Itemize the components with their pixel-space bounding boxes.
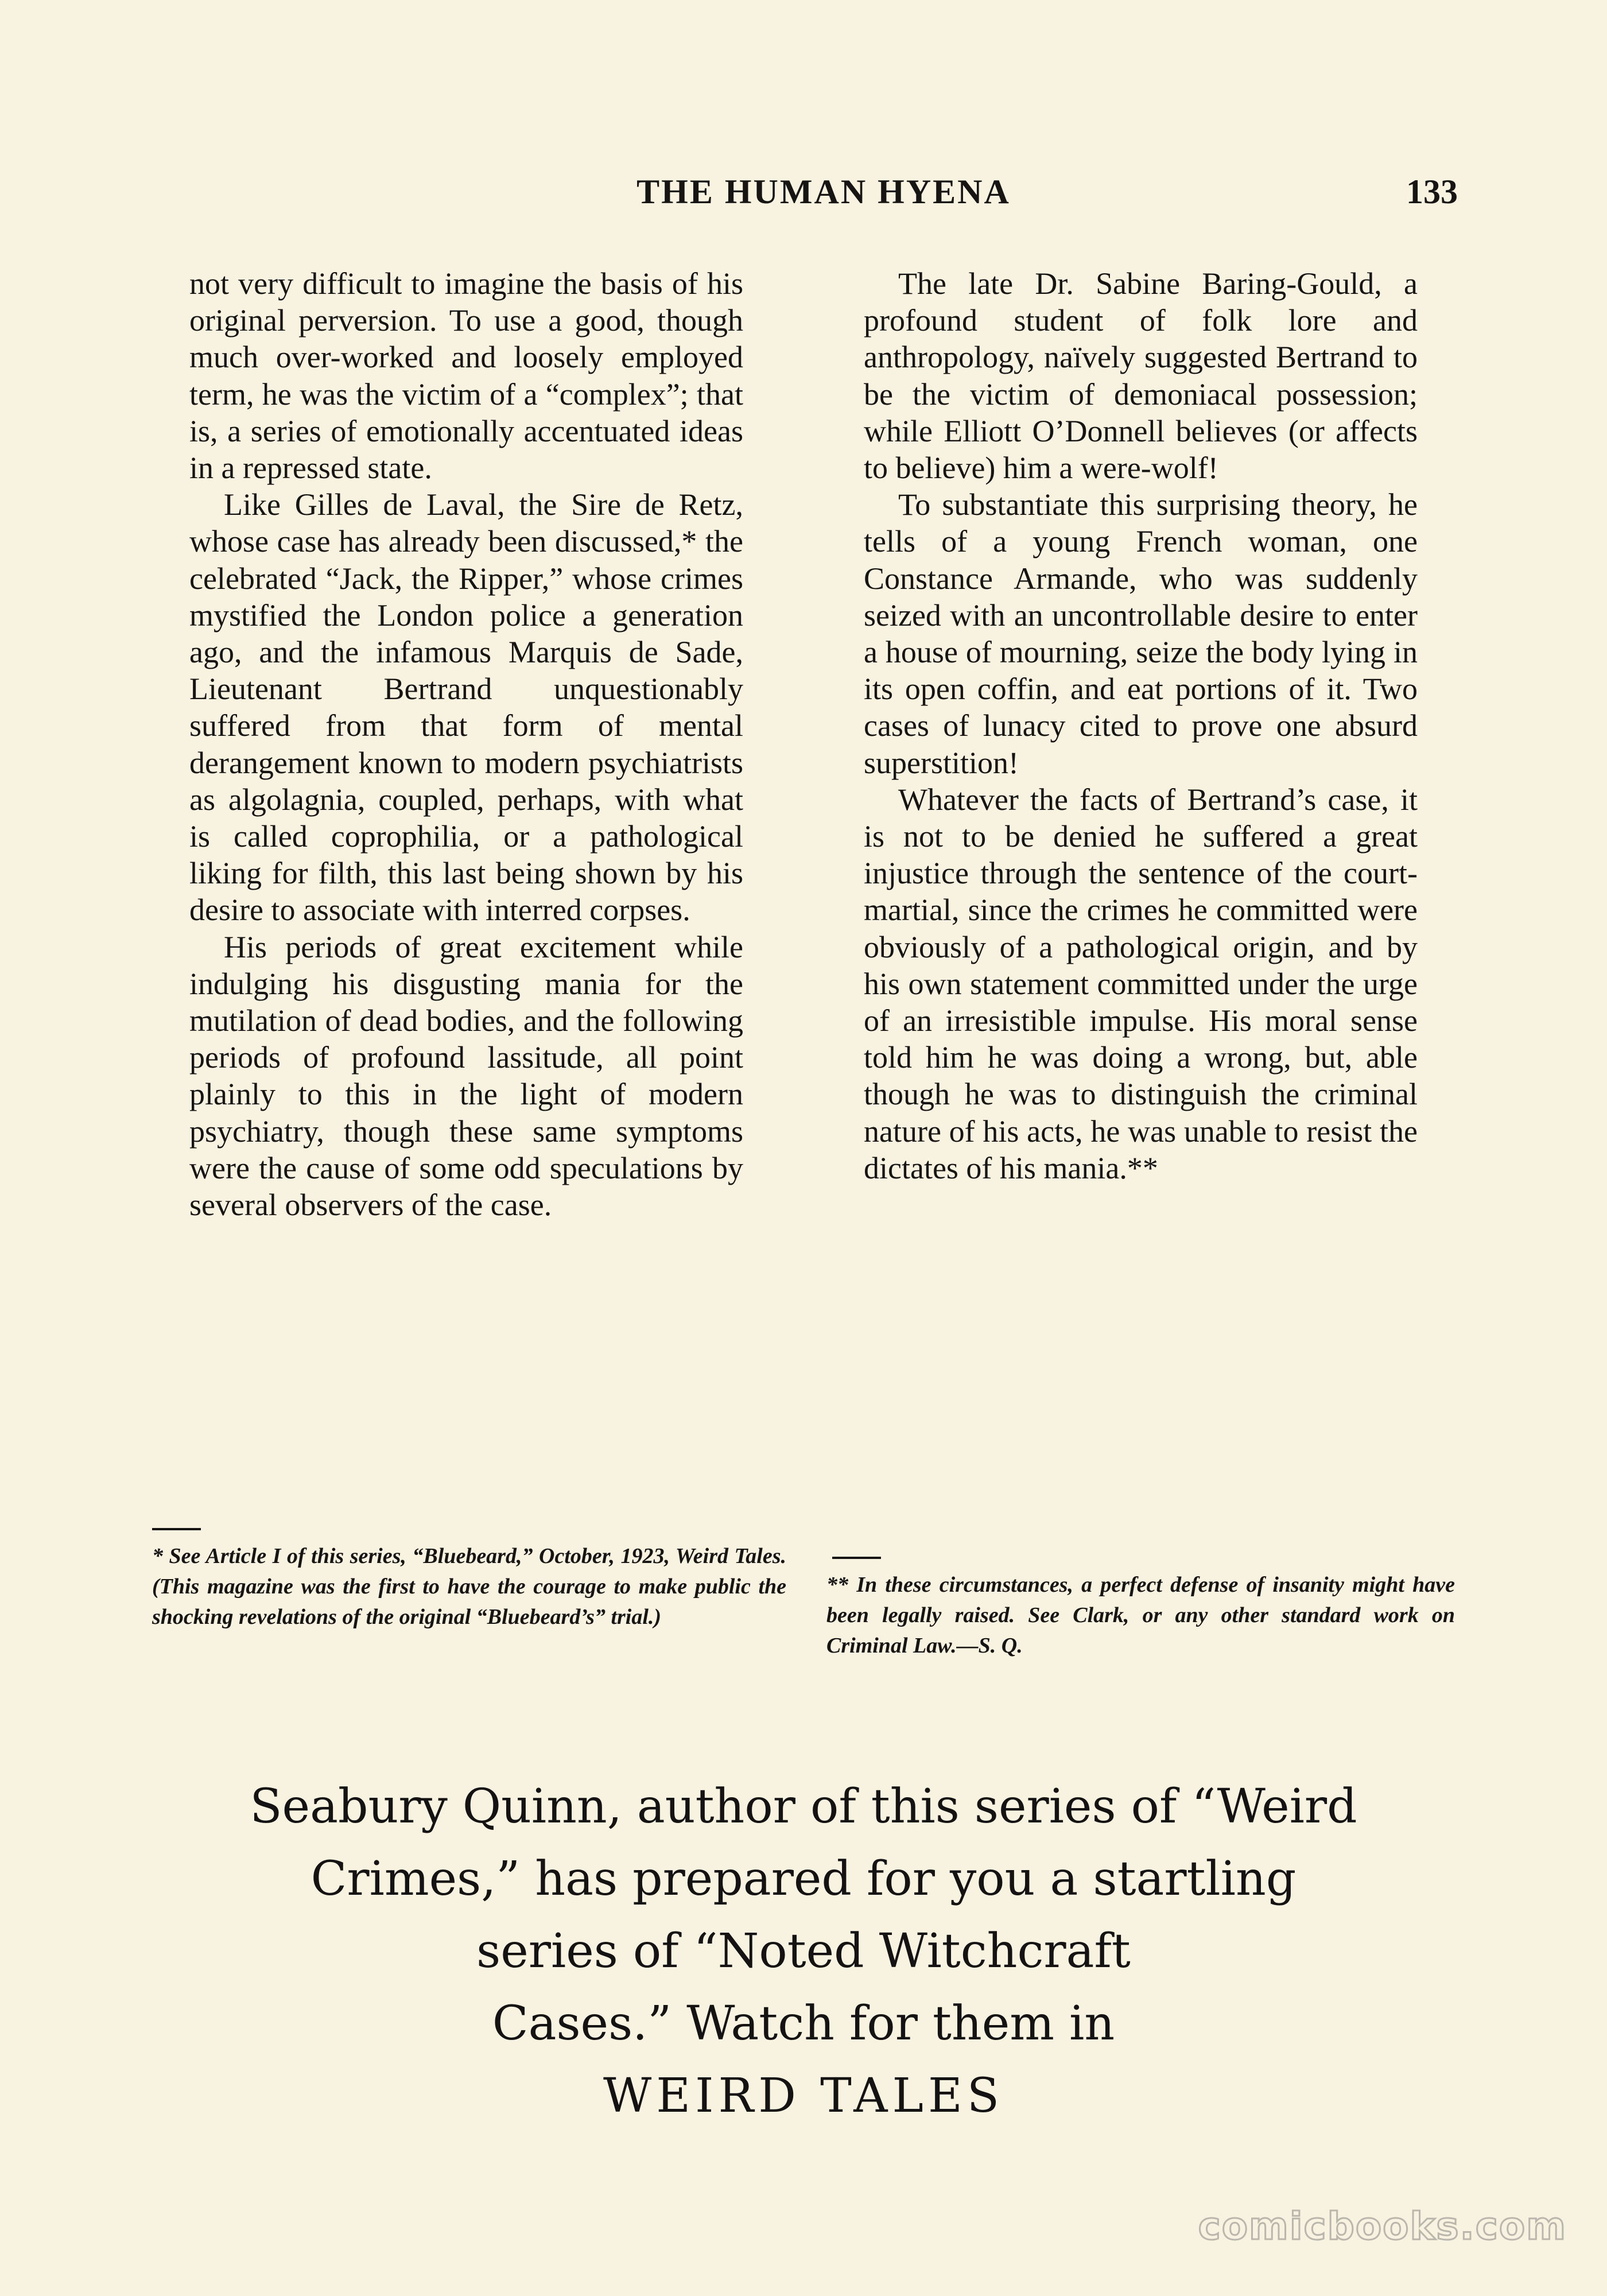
right-footnote-rule — [832, 1557, 881, 1559]
page-number: 133 — [1406, 173, 1458, 211]
left-column — [189, 265, 743, 1223]
right-paragraph-2: To substantiate this surprising theory, he tells of a young French woman, one Constance Armande, who was suddenly seized with an uncontrollable desire to enter a house of mourning, seize the body lying in its open coffin, and eat portions of it. Two cases of lunacy cited to prove one absurd superstition! — [864, 487, 1418, 780]
announcement-line-3: series of “Noted Witchcraft — [476, 1924, 1131, 1979]
right-paragraph-1: The late Dr. Sabine Baring-Gould, a profound student of folk lore and anthropology, naïvely suggested Bertrand to be the victim of demoniacal possession; while Elliott O’Donnell believes (or affects to believe) him a were-wolf! — [864, 266, 1418, 486]
right-column — [864, 265, 1418, 1186]
left-paragraph-2: Like Gilles de Laval, the Sire de Retz, whose case has already been discussed,* the celebrated “Jack, the Ripper,” whose crimes mystified the London police a generation ago, and the infamous Marquis de Sade, Lieutenant Bertrand unquestionably suffered from that form of mental derangement known to modern psychiatrists as algolagnia, coupled, perhaps, with what is called coprophilia, or a pathological liking for filth, this last being shown by his desire to associate with interred corpses. — [189, 487, 743, 928]
right-paragraph-3: Whatever the facts of Bertrand’s case, it is not to be denied he suffered a great injustice through the sentence of the court-martial, since the crimes he committed were obviously of a pathological origin, and by his own statement committed under the urge of an irresistible impulse. His moral sense told him he was doing a wrong, but, able though he was to distinguish the criminal nature of his acts, he was unable to resist the dictates of his mania.** — [864, 782, 1418, 1185]
left-paragraph-1: not very difficult to imagine the basis of his original perversion. To use a good, though much over-worked and loosely employed term, he was the victim of a “complex”; that is, a series of emotionally accentuated ideas in a repressed state. — [189, 266, 743, 486]
running-header — [189, 172, 1458, 218]
announcement-line-4: Cases.” Watch for them in — [492, 1996, 1115, 2051]
announcement-line-2: Crimes,” has prepared for you a startling — [310, 1852, 1297, 1906]
right-footnote: ** In these circumstances, a perfect defense of insanity might have been legally raised. See Clark, or any other standard work on Criminal Law.—S. Q. — [826, 1573, 1455, 1658]
site-watermark: comicbooks.com — [1198, 2204, 1567, 2248]
weird-tales-announcement — [189, 1771, 1418, 2132]
announcement-line-1: Seabury Quinn, author of this series of “Weird — [250, 1779, 1357, 1834]
left-footnote: * See Article I of this series, “Bluebeard,” October, 1923, Weird Tales. (This magazine was the first to have the courage to make public the shocking revelations of the original “Bluebeard’s” trial.) — [152, 1544, 786, 1629]
running-title: THE HUMAN HYENA — [636, 173, 1011, 211]
left-footnote-rule — [152, 1528, 201, 1530]
left-paragraph-3: His periods of great excitement while indulging his disgusting mania for the mutilation of dead bodies, and the following periods of profound lassitude, all point plainly to this in the light of modern psychiatry, though these same symptoms were the cause of some odd speculations by several observers of the case. — [189, 929, 743, 1223]
announcement-magazine-name: WEIRD TALES — [603, 2069, 1004, 2123]
